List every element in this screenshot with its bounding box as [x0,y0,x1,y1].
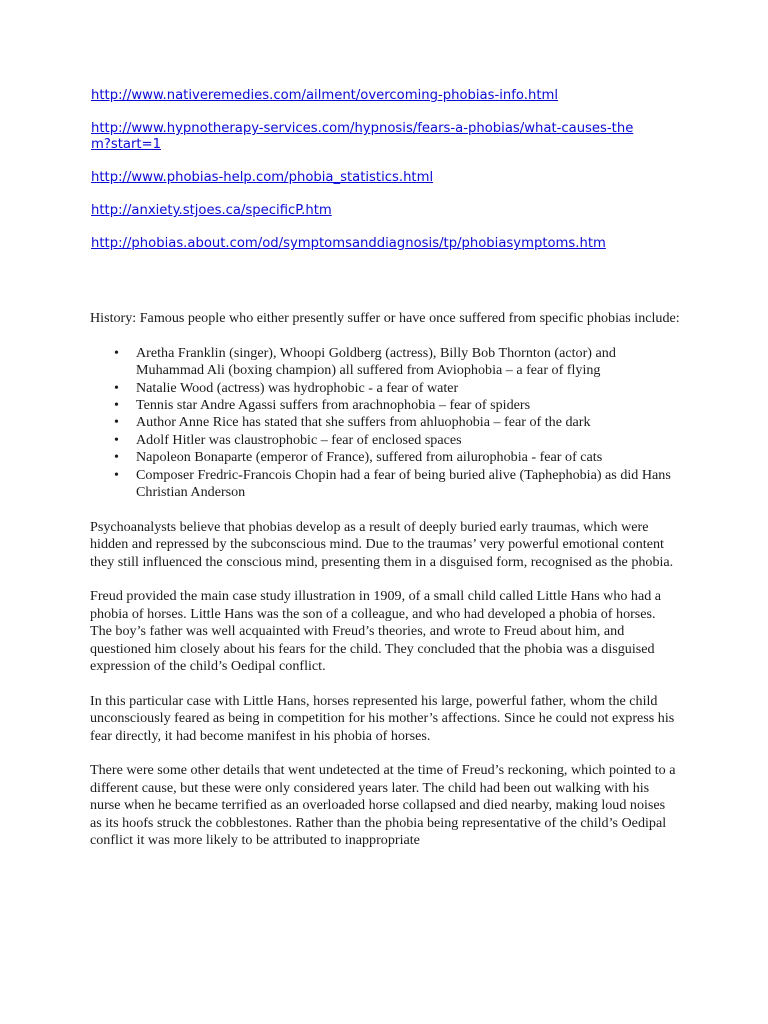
bullet-glyph: • [114,397,119,414]
list-item [114,344,680,380]
famous-people-list [90,345,680,502]
history-intro: History: Famous people who either presently suffer or have once suffered from specific phobias include: [90,310,680,326]
bullet-glyph: • [114,431,119,448]
list-item [114,466,680,502]
bullet-glyph: • [114,449,119,466]
list-item-text: Napoleon Bonaparte (emperor of France), suffered from ailurophobia - fear of cats [136,449,603,466]
list-item [114,431,680,449]
link-phobias-help[interactable]: http://www.phobias-help.com/phobia_statistics.html [91,170,434,185]
list-item-text: Adolf Hitler was claustrophobic – fear of enclosed spaces [136,431,462,448]
link-nativeremedies[interactable]: http://www.nativeremedies.com/ailment/overcoming-phobias-info.html [91,88,559,103]
link-anxiety-stjoes[interactable]: http://anxiety.stjoes.ca/specificP.htm [91,203,332,218]
paragraph-other-details: There were some other details that went undetected at the time of Freud’s reckoning, which pointed to a different cause, but these were only considered years later. The child had been out walking with his nurse when he became terrified as an overloaded horse collapsed and died nearby, making loud noises as its hoofs struck the cobblestones. Rather than the phobia being representative of the child’s Oedipal conflict it was more likely to be attributed to inappropriate [90,762,676,849]
list-item-text: Natalie Wood (actress) was hydrophobic - a fear of water [136,379,459,396]
bullet-glyph: • [114,466,119,483]
link-phobias-about[interactable]: http://phobias.about.com/od/symptomsanddiagnosis/tp/phobiasymptoms.htm [91,236,606,251]
bullet-glyph: • [114,344,119,361]
list-item-text: Aretha Franklin (singer), Whoopi Goldberg (actress), Billy Bob Thornton (actor) and Muhammad Ali (boxing champion) all suffered from Aviophobia – a fear of flying [136,344,616,379]
list-item-text: Tennis star Andre Agassi suffers from arachnophobia – fear of spiders [136,397,531,414]
paragraph-little-hans: In this particular case with Little Hans, horses represented his large, powerful father, whom the child unconsciously feared as being in competition for his mother’s affections. Since he could not express his fear directly, it had become manifest in his phobia of horses. [90,692,675,744]
bullet-glyph: • [114,379,119,396]
list-item-text: Author Anne Rice has stated that she suffers from ahluophobia – fear of the dark [136,414,591,431]
document-body [90,310,680,867]
reference-links [91,88,651,269]
bullet-glyph: • [114,414,119,431]
list-item [114,414,680,431]
list-item-text: Composer Fredric-Francois Chopin had a fear of being buried alive (Taphephobia) as did Hans Christian Anderson [136,466,671,501]
list-item [114,379,680,397]
paragraph-psychoanalysts: Psychoanalysts believe that phobias develop as a result of deeply buried early traumas, which were hidden and repressed by the subconscious mind. Due to the traumas’ very powerful emotional content they still influenced the conscious mind, presenting them in a disguised form, recognised as the phobia. [90,518,674,570]
list-item [114,449,680,466]
paragraph-freud-case-study: Freud provided the main case study illustration in 1909, of a small child called Little Hans who had a phobia of horses. Little Hans was the son of a colleague, and who had developed a phobia of horses. The boy’s father was well acquainted with Freud’s theories, and wrote to Freud about him, and questioned him closely about his fears for the child. They concluded that the phobia was a disguised expression of the child’s Oedipal conflict. [90,588,662,675]
list-item [114,397,680,414]
link-hypnotherapy-services[interactable]: http://www.hypnotherapy-services.com/hypnosis/fears-a-phobias/what-causes-them?start=1 [91,121,634,152]
